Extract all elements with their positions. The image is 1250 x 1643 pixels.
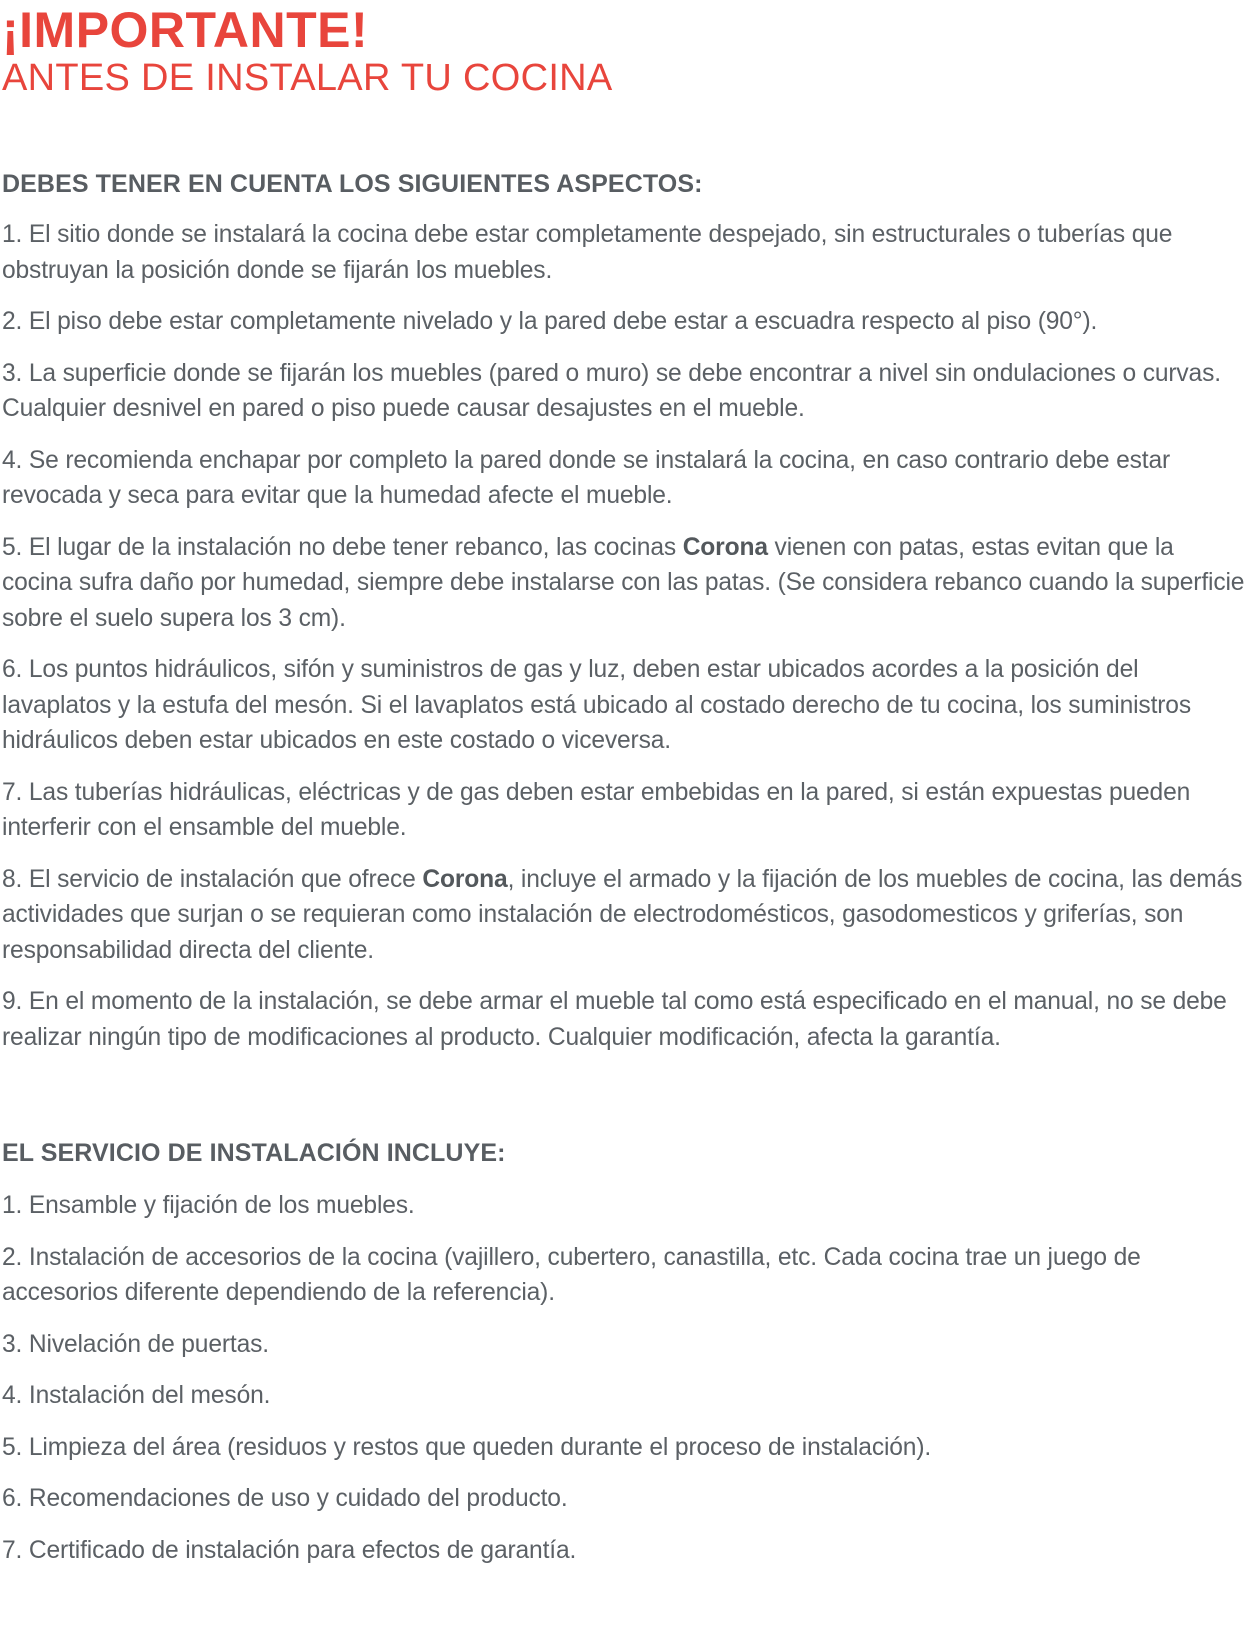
page-subtitle: ANTES DE INSTALAR TU COCINA: [2, 57, 613, 99]
aspect-item-6: 6. Los puntos hidráulicos, sifón y suministros de gas y luz, deben estar ubicados acordes a la posición del lavaplatos y la estufa del mesón. Si el lavaplatos está ubicado al costado derecho de tu cocina, los suministros hidráulicos deben estar ubicados en este costado o viceversa.: [2, 656, 1191, 754]
service-item-5: 5. Limpieza del área (residuos y restos que queden durante el proceso de instalación).: [2, 1433, 932, 1461]
aspect-item-7: 7. Las tuberías hidráulicas, eléctricas y de gas deben estar embebidas en la pared, si están expuestas pueden interferir con el ensamble del mueble.: [2, 778, 1191, 841]
aspects-heading: DEBES TENER EN CUENTA LOS SIGUIENTES ASPECTOS:: [2, 170, 703, 198]
service-item-2: 2. Instalación de accesorios de la cocina (vajillero, cubertero, canastilla, etc. Cada cocina trae un juego de accesorios diferente dependiendo de la referencia).: [2, 1243, 1141, 1306]
aspect-item-4: 4. Se recomienda enchapar por completo la pared donde se instalará la cocina, en caso contrario debe estar revocada y seca para evitar que la humedad afecte el mueble.: [2, 446, 1171, 509]
aspect-item-9: 9. En el momento de la instalación, se debe armar el mueble tal como está especificado en el manual, no se debe realizar ningún tipo de modificaciones al producto. Cualquier modificación, afecta la garantía.: [2, 988, 1227, 1051]
aspect-item-8: 8. El servicio de instalación que ofrece Corona, incluye el armado y la fijación de los muebles de cocina, las demás actividades que surjan o se requieran como instalación de electrodomésticos, gasodomesticos y griferías, son responsabilidad directa del cliente.: [2, 865, 1243, 964]
service-heading: EL SERVICIO DE INSTALACIÓN INCLUYE:: [2, 1139, 506, 1167]
aspect-item-3: 3. La superficie donde se fijarán los muebles (pared o muro) se debe encontrar a nivel sin ondulaciones o curvas. Cualquier desnivel en pared o piso puede causar desajustes en el mueble.: [2, 359, 1221, 422]
aspect-item-1: 1. El sitio donde se instalará la cocina debe estar completamente despejado, sin estructurales o tuberías que obstruyan la posición donde se fijarán los muebles.: [2, 221, 1173, 284]
aspect-item-5: 5. El lugar de la instalación no debe tener rebanco, las cocinas Corona vienen con patas, estas evitan que la cocina sufra daño por humedad, siempre debe instalarse con las patas. (Se considera rebanco cuando la superficie sobre el suelo supera los 3 cm).: [2, 533, 1245, 632]
service-item-7: 7. Certificado de instalación para efectos de garantía.: [2, 1536, 577, 1564]
aspects-list: [2, 217, 1248, 1055]
brand-name: Corona: [682, 533, 768, 561]
service-item-4: 4. Instalación del mesón.: [2, 1382, 271, 1409]
service-item-1: 1. Ensamble y fijación de los muebles.: [2, 1192, 415, 1219]
service-list: [2, 1188, 1248, 1568]
aspect-item-2: 2. El piso debe estar completamente nivelado y la pared debe estar a escuadra respecto al piso (90°).: [2, 308, 1098, 335]
page-title: ¡IMPORTANTE!: [2, 2, 369, 58]
service-item-3: 3. Nivelación de puertas.: [2, 1330, 269, 1358]
service-item-6: 6. Recomendaciones de uso y cuidado del producto.: [2, 1485, 568, 1512]
brand-name: Corona: [422, 865, 508, 893]
